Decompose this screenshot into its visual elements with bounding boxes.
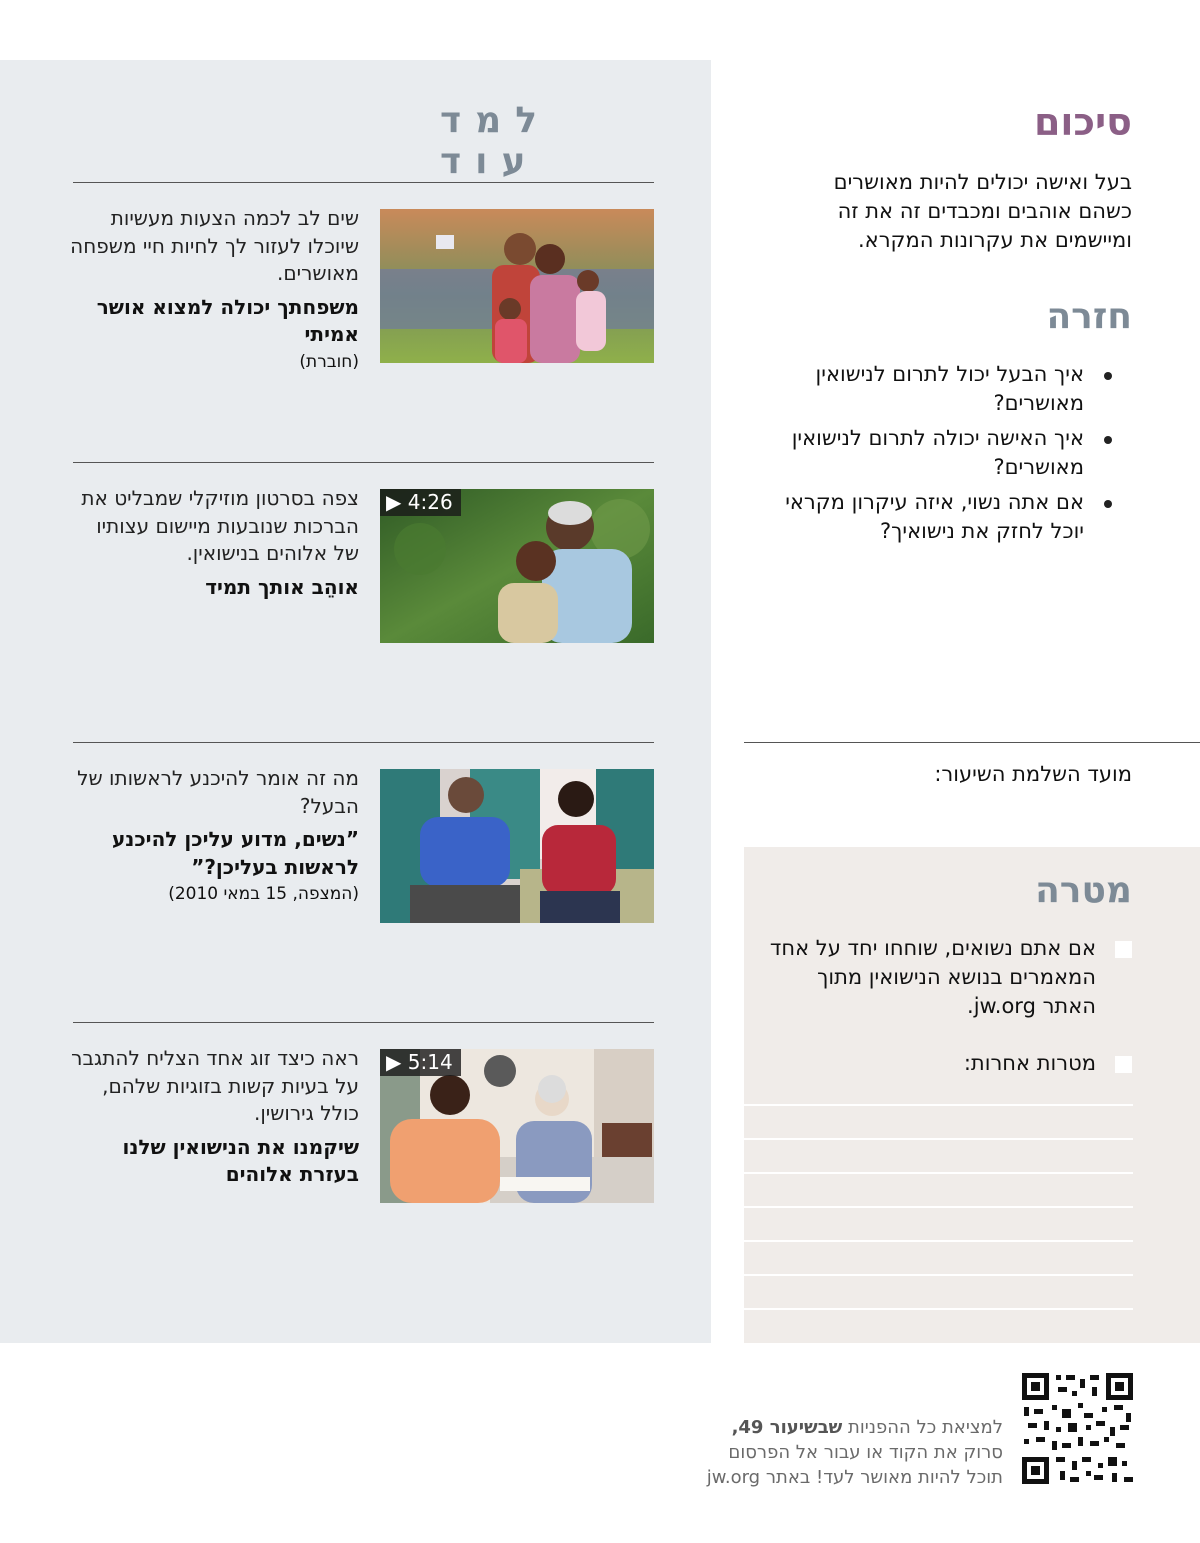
goal-checkbox[interactable] bbox=[1115, 941, 1132, 958]
learn-more-item-2 bbox=[69, 485, 359, 601]
family-selfie-image[interactable] bbox=[380, 209, 654, 363]
summary-text: בעל ואישה יכולים להיות מאושרים כשהם אוהבים ומכבדים זה את זה ומיישמים את עקרונות המקרא. bbox=[833, 170, 1132, 252]
item-description: צפה בסרטון מוזיקלי שמבליט את הברכות שנובעות מיישום עצותיו של אלוהים בנישואין. bbox=[81, 486, 359, 565]
goal-item: מטרות אחרות: bbox=[963, 1051, 1096, 1075]
writing-line[interactable] bbox=[744, 1240, 1133, 1242]
writing-line[interactable] bbox=[744, 1104, 1133, 1106]
goal-checkbox[interactable] bbox=[1115, 1056, 1132, 1073]
review-question bbox=[774, 360, 1084, 418]
review-question-text: אם אתה נשוי, איזה עיקרון מקראי יוכל לחזק את נישואיך? bbox=[785, 490, 1084, 543]
bullet-icon bbox=[1104, 500, 1112, 508]
completion-date-label: מועד השלמת השיעור: bbox=[934, 762, 1132, 786]
learn-more-item-1 bbox=[69, 205, 359, 376]
goal-panel bbox=[744, 847, 1200, 1343]
review-question-text: איך האישה יכולה לתרום לנישואין מאושרים? bbox=[791, 426, 1084, 479]
item-subtitle: (המצפה, 15 במאי 2010) bbox=[168, 884, 359, 904]
duration-text: 5:14 bbox=[407, 1050, 453, 1074]
footer-line-1-prefix: למציאת כל ההפניות bbox=[842, 1417, 1003, 1438]
goal-title: מטרה bbox=[1035, 870, 1132, 911]
learn-more-title: למד עוד bbox=[440, 100, 551, 182]
couple-talking-image[interactable] bbox=[380, 769, 654, 923]
writing-line[interactable] bbox=[744, 1274, 1133, 1276]
goal-item: אם אתם נשואים, שוחחו יחד על אחד המאמרים בנושא הנישואין מתוך האתר jw.org. bbox=[769, 936, 1096, 1018]
learn-more-item-3 bbox=[69, 765, 359, 909]
bullet-icon bbox=[1104, 372, 1112, 380]
item-description: ראה כיצד זוג אחד הצליח להתגבר על בעיות קשות בזוגיות שלהם, כולל גירושין. bbox=[71, 1046, 359, 1125]
bullet-icon bbox=[1104, 436, 1112, 444]
item-title-link[interactable]: שיקמנו את הנישואין שלנו בעזרת אלוהים bbox=[122, 1134, 359, 1186]
footer-line-3[interactable]: תוכל להיות מאושר לעד! באתר jw.org bbox=[706, 1467, 1003, 1488]
item-title-link[interactable]: אוהֵב אותך תמיד bbox=[205, 574, 359, 599]
review-list bbox=[774, 360, 1084, 552]
qr-code-icon[interactable] bbox=[1022, 1373, 1133, 1484]
item-description: מה זה אומר להיכנע לראשותו של הבעל? bbox=[77, 766, 359, 818]
footer-line-1 bbox=[583, 1415, 1003, 1440]
item-description: שים לב לכמה הצעות מעשיות שיוכלו לעזור לך לחיות חיי משפחה מאושרים. bbox=[70, 206, 359, 285]
review-question bbox=[774, 488, 1084, 546]
video-duration-badge bbox=[380, 1049, 461, 1076]
review-question bbox=[774, 424, 1084, 482]
item-subtitle: (חוברת) bbox=[299, 351, 359, 372]
footer-line-1-bold: שבשיעור 49, bbox=[731, 1417, 843, 1438]
duration-text: 4:26 bbox=[407, 490, 453, 514]
review-title: חזרה bbox=[1046, 296, 1132, 337]
item-title-link[interactable]: משפחתך יכולה למצוא אושר אמיתי bbox=[96, 294, 359, 346]
summary-title: סיכום bbox=[1033, 100, 1132, 144]
writing-line[interactable] bbox=[744, 1172, 1133, 1174]
divider bbox=[73, 182, 654, 183]
review-question-text: איך הבעל יכול לתרום לנישואין מאושרים? bbox=[815, 362, 1084, 415]
writing-line[interactable] bbox=[744, 1308, 1133, 1310]
footer-note bbox=[583, 1415, 1003, 1490]
footer-line-2: סרוק את הקוד או עבור אל הפרסום bbox=[728, 1442, 1003, 1463]
divider bbox=[744, 742, 1200, 743]
divider bbox=[73, 742, 654, 743]
learn-more-item-4 bbox=[69, 1045, 359, 1189]
divider bbox=[73, 1022, 654, 1023]
video-duration-badge bbox=[380, 489, 461, 516]
writing-line[interactable] bbox=[744, 1138, 1133, 1140]
play-icon: ▶ bbox=[386, 1050, 402, 1074]
item-title-link[interactable]: ”נשים, מדוע עליכן להיכנע לראשות בעליכן?” bbox=[111, 827, 359, 879]
divider bbox=[73, 462, 654, 463]
writing-line[interactable] bbox=[744, 1206, 1133, 1208]
play-icon: ▶ bbox=[386, 490, 402, 514]
